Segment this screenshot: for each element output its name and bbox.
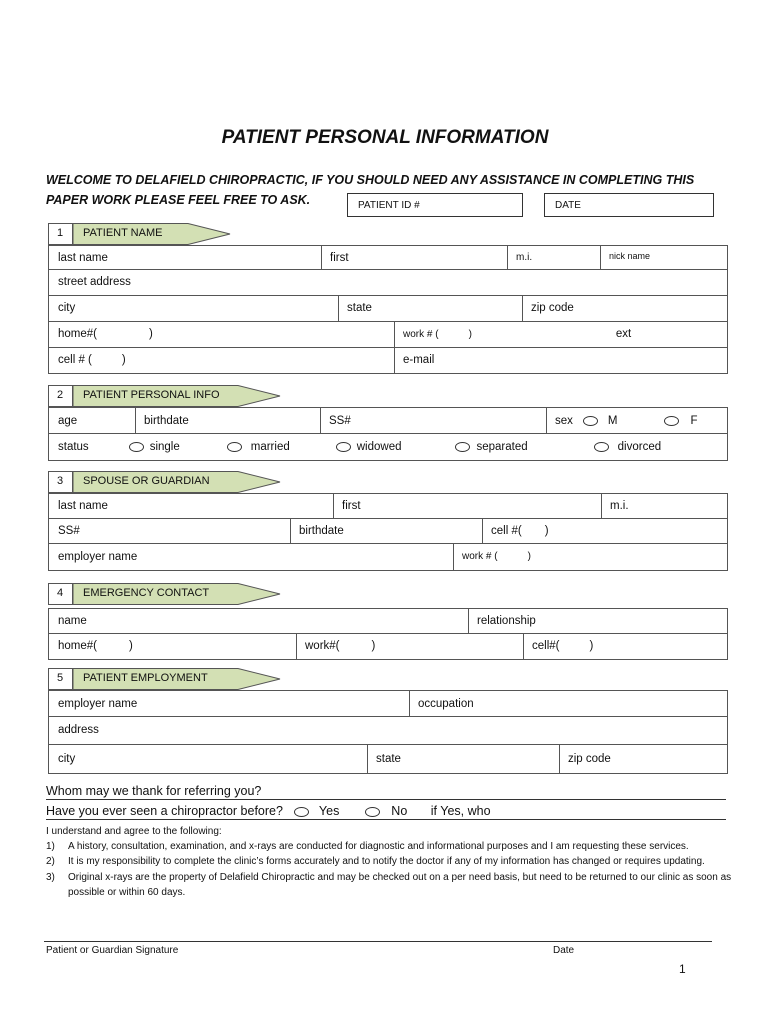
- spouse-ss-field[interactable]: [49, 518, 290, 543]
- sex-field: [546, 408, 728, 433]
- first-name-field[interactable]: [321, 246, 507, 269]
- s3-name-row: [48, 493, 728, 519]
- radio-married[interactable]: [227, 442, 242, 452]
- s1-street-row[interactable]: [48, 269, 728, 296]
- s1-city-row: [48, 295, 728, 322]
- label: F: [690, 414, 698, 427]
- date-label: DATE: [555, 199, 581, 211]
- label: status: [58, 440, 89, 453]
- paren: ): [149, 328, 153, 340]
- occupation-field[interactable]: [409, 691, 728, 716]
- emergency-work-field[interactable]: [296, 633, 523, 659]
- section-4-header: [48, 583, 283, 605]
- paren: ): [129, 640, 133, 652]
- label: cell #(: [491, 524, 522, 537]
- section-title: SPOUSE OR GUARDIAN: [83, 475, 210, 487]
- paren: ): [371, 640, 376, 652]
- ext-label: ext: [615, 328, 632, 340]
- referral-label: Whom may we thank for referring you?: [46, 784, 262, 798]
- employer-city-field[interactable]: [49, 744, 367, 773]
- s5-city-row: [48, 744, 728, 774]
- label: divorced: [617, 440, 662, 453]
- s1-phone-row: [48, 321, 728, 348]
- section-5-header: [48, 668, 283, 690]
- label: m.i.: [610, 500, 629, 512]
- section-title: PATIENT EMPLOYMENT: [83, 672, 208, 684]
- label: occupation: [418, 697, 474, 710]
- item-number: 3): [46, 872, 55, 883]
- label: employer name: [58, 697, 138, 710]
- spouse-cell-field[interactable]: [482, 518, 728, 543]
- patient-id-field[interactable]: [347, 193, 523, 217]
- section-1-header: [48, 223, 233, 245]
- label: single: [149, 440, 180, 453]
- signature-label: Patient or Guardian Signature: [46, 945, 179, 956]
- item-text: It is my responsibility to complete the clinic’s forms accurately and to notify the doctor if any of my information has changed or requires updating.: [68, 856, 705, 867]
- radio-widowed[interactable]: [336, 442, 351, 452]
- label: e-mail: [403, 354, 435, 366]
- s1-cell-row: [48, 347, 728, 374]
- paren: ): [468, 328, 472, 340]
- spouse-first-name-field[interactable]: [333, 494, 601, 518]
- radio-female[interactable]: [664, 416, 679, 426]
- radio-separated[interactable]: [455, 442, 470, 452]
- label: cell # (: [58, 354, 92, 366]
- s3-ss-row: [48, 518, 728, 544]
- chiropractor-question: [46, 804, 726, 820]
- no-label: No: [391, 804, 408, 818]
- radio-no[interactable]: [365, 807, 380, 817]
- terms-item: [46, 839, 736, 854]
- radio-male[interactable]: [583, 416, 598, 426]
- age-field[interactable]: [49, 408, 135, 433]
- emergency-name-field[interactable]: [49, 609, 468, 633]
- item-number: 2): [46, 856, 55, 867]
- label: first: [342, 500, 361, 512]
- label: last name: [58, 500, 108, 512]
- mi-field[interactable]: [507, 246, 600, 269]
- item-number: 1): [46, 841, 55, 852]
- label: city: [58, 752, 76, 765]
- label: name: [58, 615, 87, 627]
- label: widowed: [356, 440, 402, 453]
- section-3-header: [48, 471, 283, 493]
- label: home#(: [58, 640, 97, 652]
- s4-phone-row: [48, 633, 728, 660]
- yes-label: Yes: [318, 804, 340, 818]
- label: sex: [555, 414, 573, 427]
- section-number: 1: [57, 227, 64, 239]
- state-field[interactable]: [338, 295, 522, 321]
- label: SS#: [329, 414, 351, 427]
- label: M: [607, 414, 618, 427]
- section-number: 5: [57, 672, 64, 684]
- label: zip code: [531, 302, 574, 314]
- email-field[interactable]: [394, 347, 728, 373]
- paren: ): [589, 640, 594, 652]
- label: zip code: [568, 752, 611, 765]
- spouse-employer-field[interactable]: [49, 543, 453, 570]
- label: birthdate: [299, 524, 344, 537]
- zip-field[interactable]: [522, 295, 728, 321]
- item-text: A history, consultation, examination, and x-rays are conducted for diagnostic and informational purposes and I am requesting these services.: [68, 841, 689, 852]
- referral-question[interactable]: [46, 784, 726, 800]
- city-field[interactable]: [49, 295, 338, 321]
- spouse-work-phone-field[interactable]: [453, 543, 728, 570]
- section-number: 4: [57, 587, 64, 599]
- s2-id-row: [48, 407, 728, 434]
- welcome-text: WELCOME TO DELAFIELD CHIROPRACTIC, IF YOU SHOULD NEED ANY ASSISTANCE IN COMPLETING THIS PAPER WORK PLEASE FEEL FREE TO ASK.: [46, 173, 695, 207]
- label: birthdate: [144, 414, 189, 427]
- label: relationship: [477, 615, 536, 627]
- radio-yes[interactable]: [294, 807, 309, 817]
- item-text: Original x-rays are the property of Delafield Chiropractic and may be checked out on a per need basis, but need to be returned to our clinic as soon as possible or within 60 days.: [68, 872, 732, 898]
- label: first: [330, 251, 349, 264]
- section-number: 2: [57, 389, 64, 401]
- terms-block: [46, 824, 736, 900]
- street-field: [49, 269, 349, 295]
- paren: ): [544, 524, 549, 537]
- label: home#(: [58, 328, 97, 340]
- cell-phone-field[interactable]: [49, 347, 394, 373]
- spouse-mi-field[interactable]: [601, 494, 728, 518]
- if-yes-label: if Yes, who: [430, 804, 491, 818]
- section-title: PATIENT PERSONAL INFO: [83, 389, 220, 401]
- paren: ): [121, 354, 126, 366]
- nick-name-field[interactable]: [600, 246, 728, 269]
- date-field[interactable]: [544, 193, 714, 217]
- ss-field[interactable]: [320, 408, 546, 433]
- radio-divorced[interactable]: [594, 442, 609, 452]
- radio-single[interactable]: [129, 442, 144, 452]
- section-title: EMERGENCY CONTACT: [83, 587, 210, 599]
- label: SS#: [58, 524, 80, 537]
- label: work # (: [403, 328, 439, 340]
- s4-name-row: [48, 608, 728, 634]
- label: state: [347, 302, 372, 314]
- label: cell#(: [532, 640, 560, 652]
- section-number: 3: [57, 475, 64, 487]
- label: street address: [58, 276, 131, 288]
- chiropractor-label: Have you ever seen a chiropractor before?: [46, 804, 283, 818]
- emergency-cell-field[interactable]: [523, 633, 728, 659]
- relationship-field[interactable]: [468, 609, 728, 633]
- label: state: [376, 752, 401, 765]
- signature-date-label: Date: [553, 945, 575, 956]
- birthdate-field[interactable]: [135, 408, 320, 433]
- section-title: PATIENT NAME: [83, 227, 163, 239]
- label: m.i.: [516, 252, 533, 263]
- s5-employer-row: [48, 690, 728, 717]
- patient-id-label: PATIENT ID #: [358, 199, 420, 211]
- s5-address-row[interactable]: [48, 716, 728, 745]
- label: separated: [476, 440, 528, 453]
- page-title: PATIENT PERSONAL INFORMATION: [221, 127, 549, 148]
- label: age: [58, 414, 78, 427]
- s1-name-row: [48, 245, 728, 270]
- label: city: [58, 302, 76, 314]
- label: work#(: [305, 640, 340, 652]
- spouse-last-name-field[interactable]: [49, 494, 333, 518]
- s2-status-row: [48, 433, 728, 461]
- employer-state-field[interactable]: [367, 744, 559, 773]
- spouse-birthdate-field[interactable]: [290, 518, 482, 543]
- terms-item: [46, 870, 736, 900]
- label: address: [58, 724, 99, 736]
- s3-employer-row: [48, 543, 728, 571]
- terms-item: [46, 854, 736, 869]
- label: married: [250, 440, 290, 453]
- work-phone-field[interactable]: [394, 321, 728, 347]
- home-phone-field[interactable]: [49, 321, 394, 347]
- employer-address-field: [49, 716, 349, 744]
- label: employer name: [58, 550, 138, 563]
- label: nick name: [609, 251, 651, 261]
- emergency-home-field[interactable]: [49, 633, 296, 659]
- paren: ): [527, 551, 531, 562]
- terms-intro: I understand and agree to the following:: [46, 826, 222, 837]
- signature-line[interactable]: [44, 941, 712, 942]
- page-number: 1: [679, 962, 686, 976]
- employer-zip-field[interactable]: [559, 744, 728, 773]
- label: work # (: [462, 551, 498, 562]
- patient-employer-field[interactable]: [49, 691, 409, 716]
- section-2-header: [48, 385, 283, 407]
- label: last name: [58, 251, 108, 264]
- last-name-field[interactable]: [49, 246, 321, 269]
- status-field: [49, 433, 729, 460]
